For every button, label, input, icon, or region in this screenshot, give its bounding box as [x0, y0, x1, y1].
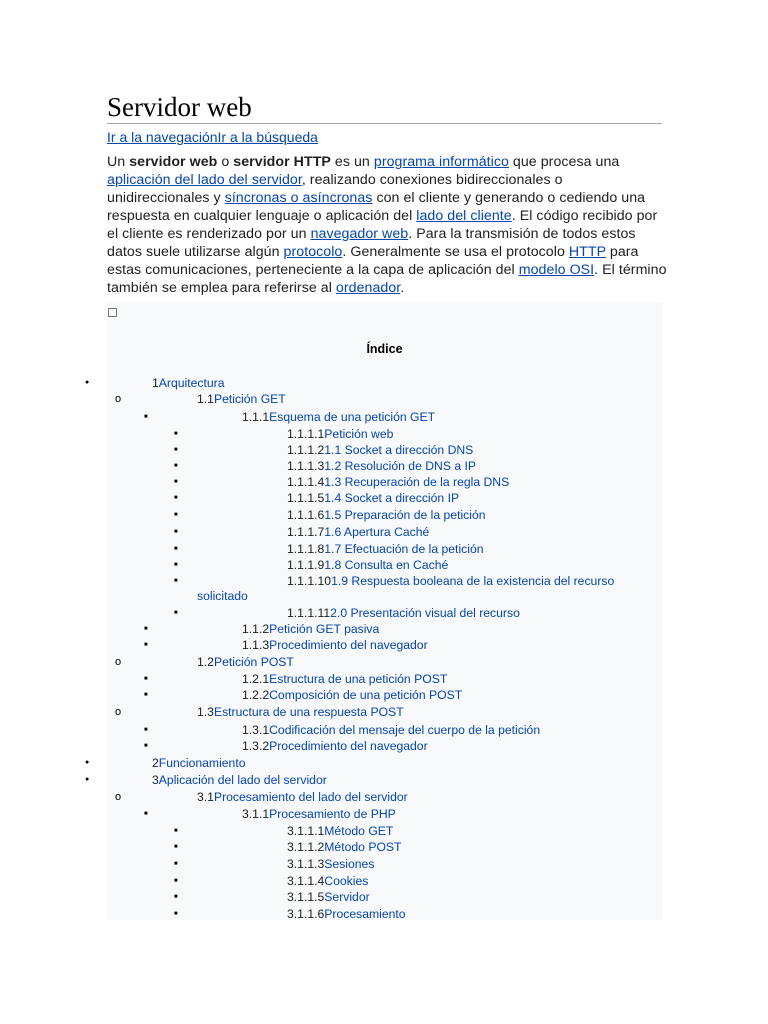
toc-item-1-1-1-5 [287, 490, 459, 506]
intro-text: con el cliente y generando o cediendo una respuesta en cualquier lenguaje o aplicación del [107, 190, 646, 224]
toc-item-number: 1.1.1.6 [287, 508, 325, 522]
toc-item-number: 1.1.1.11 [287, 606, 331, 620]
toc-bullet: ■ [174, 546, 178, 552]
toc-bullet: o [115, 706, 122, 718]
toc-item-number: 1.1.1.2 [287, 443, 325, 457]
intro-bold-term: servidor web [129, 154, 218, 170]
toc-item-link[interactable]: Arquitectura [158, 376, 225, 390]
toc-bullet: o [115, 791, 122, 803]
toc-bullet: ■ [144, 414, 148, 420]
toc-bullet: ● [85, 379, 90, 386]
toc-bullet: ■ [144, 743, 148, 749]
toc-bullet: ■ [174, 911, 178, 917]
intro-text: o [217, 154, 234, 170]
toc-item-1 [152, 375, 225, 391]
intro-text: . Para la transmisión de todos estos datos suele utilizarse algún [107, 226, 636, 260]
toc-bullet: ■ [144, 642, 148, 648]
toc-bullet: ■ [174, 479, 178, 485]
toc-bullet: ■ [144, 811, 148, 817]
toc-item-1-1-2 [242, 621, 379, 637]
toc-item-number: 1.1.1.7 [287, 525, 325, 539]
toc-item-number: 3.1.1.5 [287, 890, 325, 904]
intro-bold-term: servidor HTTP [233, 154, 331, 170]
toc-item-1-1-1-10 [287, 573, 614, 589]
toc-item-number: 1.1.1.4 [287, 475, 325, 489]
toc-bullet: ■ [174, 562, 178, 568]
toc-bullet: ■ [144, 676, 148, 682]
toc-item-number: 1.1 [197, 392, 214, 406]
toc-bullet: ■ [174, 844, 178, 850]
toc-item-link[interactable]: Procedimiento del navegador [269, 638, 428, 652]
toc-item-number: 3.1.1.3 [287, 857, 325, 871]
toc-item-number: 3.1.1.6 [287, 907, 325, 921]
intro-text: . [400, 280, 405, 296]
jump-links [107, 128, 318, 146]
toc-item-link[interactable]: Estructura de una petición POST [269, 672, 448, 686]
jump-to-navigation-link[interactable]: Ir a la navegación [107, 129, 218, 145]
toc-item-number: 3.1.1 [242, 807, 270, 821]
toc-item-link[interactable]: Procesamiento del lado del servidor [213, 790, 408, 804]
toc-bullet: o [115, 393, 122, 405]
toc-item-link[interactable]: 1.8 Consulta en Caché [324, 558, 449, 572]
toc-item-link[interactable]: Petición POST [213, 655, 294, 669]
toc-item-link[interactable]: Composición de una petición POST [269, 688, 463, 702]
toc-item-number: 1.1.1.9 [287, 558, 325, 572]
link-programa-informatico[interactable]: programa informático [373, 154, 509, 170]
toc-item-link[interactable]: Método POST [324, 840, 402, 854]
title-divider [107, 123, 662, 124]
toc-item-link[interactable]: 1.9 Respuesta booleana de la existencia del recurso [331, 574, 615, 588]
toc-item-number: 3.1.1.1 [287, 824, 325, 838]
toc-item-number: 3.1.1.4 [287, 874, 325, 888]
toc-item-link[interactable]: Procesamiento [324, 907, 406, 921]
toc-bullet: ■ [144, 727, 148, 733]
intro-text: es un [330, 154, 374, 170]
toc-item-3-1-1-5 [287, 889, 370, 905]
toc-item-3-1 [197, 789, 408, 805]
toc-bullet: ■ [174, 828, 178, 834]
toc-item-3 [152, 772, 327, 788]
toc-item-1-1 [197, 391, 286, 407]
toc-item-3-1-1-2 [287, 839, 402, 855]
toc-item-number: 1.2.2 [242, 688, 270, 702]
toc-item-link[interactable]: Funcionamiento [158, 756, 246, 770]
toc-item-3-1-1 [242, 806, 396, 822]
toc-item-number: 3.1.1.2 [287, 840, 325, 854]
toc-bullet: ■ [174, 861, 178, 867]
toc-title: Índice [366, 342, 403, 356]
toc-item-number: 1.1.2 [242, 622, 270, 636]
toc-item-1-1-1-7 [287, 524, 429, 540]
toc-item-number: 3 [152, 773, 159, 787]
toc-item-link[interactable]: 1.3 Recuperación de la regla DNS [324, 475, 510, 489]
toc-item-number: 1.1.1.10 [287, 574, 332, 588]
toc-item-1-1-1-11 [287, 605, 520, 621]
toc-bullet: ■ [174, 610, 178, 616]
toc-item-number: 1.2 [197, 655, 214, 669]
link-navegador-web[interactable]: navegador web [310, 226, 409, 242]
intro-text: . Generalmente se usa el protocolo [342, 244, 569, 260]
toc-item-number: 1 [152, 376, 159, 390]
link-aplicacion-lado-servidor[interactable]: aplicación del lado del servidor [107, 172, 302, 188]
toc-item-1-3-1 [242, 722, 540, 738]
link-protocolo[interactable]: protocolo [283, 244, 343, 260]
toc-item-1-2 [197, 654, 294, 670]
toc-bullet: o [115, 656, 122, 668]
toc-item-1-1-1-8 [287, 541, 484, 557]
toc-item-link[interactable]: 1.1 Socket a dirección DNS [324, 443, 474, 457]
toc-item-2 [152, 755, 246, 771]
toc-item-number: 1.2.1 [242, 672, 270, 686]
toc-item-number: 1.1.1 [242, 410, 270, 424]
intro-text: Un [107, 154, 130, 170]
toc-item-1-3 [197, 704, 404, 720]
toc-item-link[interactable]: Petición web [324, 427, 394, 441]
toc-bullet: ■ [174, 894, 178, 900]
toc-item-number: 1.3.2 [242, 739, 270, 753]
toc-item-link[interactable]: 1.7 Efectuación de la petición [324, 542, 484, 556]
intro-text: . El término también se emplea para referirse al [107, 262, 667, 296]
toc-item-number: 3.1 [197, 790, 214, 804]
toc-item-link[interactable]: Procesamiento de PHP [269, 807, 396, 821]
toc-item-1-2-1 [242, 671, 447, 687]
toc-item-link[interactable]: Método GET [324, 824, 394, 838]
toc-bullet: ■ [174, 878, 178, 884]
toc-item-link[interactable]: Aplicación del lado del servidor [158, 773, 327, 787]
link-lado-del-cliente[interactable]: lado del cliente [416, 208, 512, 224]
toc-item-3-1-1-6 [287, 906, 406, 922]
intro-paragraph [107, 153, 667, 297]
toc-item-1-1-1-2 [287, 442, 473, 458]
toc-item-number: 2 [152, 756, 159, 770]
toc-item-1-1-1 [242, 409, 435, 425]
toc-item-1-1-1-9 [287, 557, 448, 573]
toc-bullet: ■ [174, 431, 178, 437]
toc-toggle-checkbox[interactable] [108, 308, 117, 317]
intro-text: , realizando conexiones bidireccionales o unidireccionales y [107, 172, 563, 206]
toc-item-link[interactable]: 1.5 Preparación de la petición [324, 508, 486, 522]
toc-item-number: 1.1.1.5 [287, 491, 325, 505]
toc-bullet: ■ [174, 529, 178, 535]
toc-bullet: ■ [174, 495, 178, 501]
toc-bullet: ■ [174, 512, 178, 518]
toc-bullet: ■ [144, 626, 148, 632]
toc-item-number: 1.1.1.3 [287, 459, 325, 473]
toc-item-1-2-2 [242, 687, 462, 703]
toc-item-1-1-1-3 [287, 458, 476, 474]
toc-item-link[interactable]: 1.6 Apertura Caché [324, 525, 430, 539]
toc-item-link[interactable]: 1.2 Resolución de DNS a IP [324, 459, 477, 473]
toc-item-number: 1.1.3 [242, 638, 270, 652]
toc-item-link[interactable]: Petición GET [213, 392, 286, 406]
toc-item-1-1-1-6 [287, 507, 486, 523]
toc-bullet: ● [85, 776, 90, 783]
link-modelo-osi[interactable]: modelo OSI [518, 262, 595, 278]
toc-item-number: 1.3 [197, 705, 214, 719]
toc-item-link[interactable]: Sesiones [324, 857, 375, 871]
toc-item-link[interactable]: Petición GET pasiva [269, 622, 380, 636]
link-sincronas-asincronas[interactable]: síncronas o asíncronas [224, 190, 373, 206]
toc-item-number: 1.1.1.1 [287, 427, 325, 441]
page-title: Servidor web [107, 92, 252, 122]
toc-item-link[interactable]: Cookies [324, 874, 369, 888]
link-http[interactable]: HTTP [568, 244, 606, 260]
toc-bullet: ■ [144, 692, 148, 698]
toc-item-3-1-1-1 [287, 823, 393, 839]
toc-item-link[interactable]: Codificación del mensaje del cuerpo de la petición [269, 723, 541, 737]
toc-item-3-1-1-4 [287, 873, 368, 889]
toc-item-1-1-3 [242, 637, 428, 653]
toc-item-1-1-1-4 [287, 474, 509, 490]
toc-item-link-continuation[interactable]: solicitado [197, 589, 248, 603]
toc-item-number: 1.1.1.8 [287, 542, 325, 556]
jump-to-search-link[interactable]: Ir a la búsqueda [217, 129, 318, 145]
toc-item-link[interactable]: 1.4 Socket a dirección IP [324, 491, 460, 505]
intro-text: . El código recibido por el cliente es renderizado por un [107, 208, 658, 242]
toc-item-1-3-2 [242, 738, 428, 754]
link-ordenador[interactable]: ordenador [335, 280, 401, 296]
toc-item-link[interactable]: Estructura de una respuesta POST [213, 705, 404, 719]
toc-item-1-1-1-1 [287, 426, 393, 442]
toc-item-link[interactable]: Procedimiento del navegador [269, 739, 428, 753]
toc-item-link[interactable]: Esquema de una petición GET [269, 410, 436, 424]
toc-item-link[interactable]: 2.0 Presentación visual del recurso [330, 606, 520, 620]
toc-bullet: ■ [174, 447, 178, 453]
toc-bullet: ■ [174, 578, 178, 584]
intro-text: que procesa una [508, 154, 620, 170]
toc-item-3-1-1-3 [287, 856, 374, 872]
toc-item-number: 1.3.1 [242, 723, 270, 737]
toc-bullet: ■ [174, 463, 178, 469]
toc-item-link[interactable]: Servidor [324, 890, 370, 904]
intro-text: para estas comunicaciones, perteneciente a la capa de aplicación del [107, 244, 639, 278]
toc-bullet: ● [85, 759, 90, 766]
